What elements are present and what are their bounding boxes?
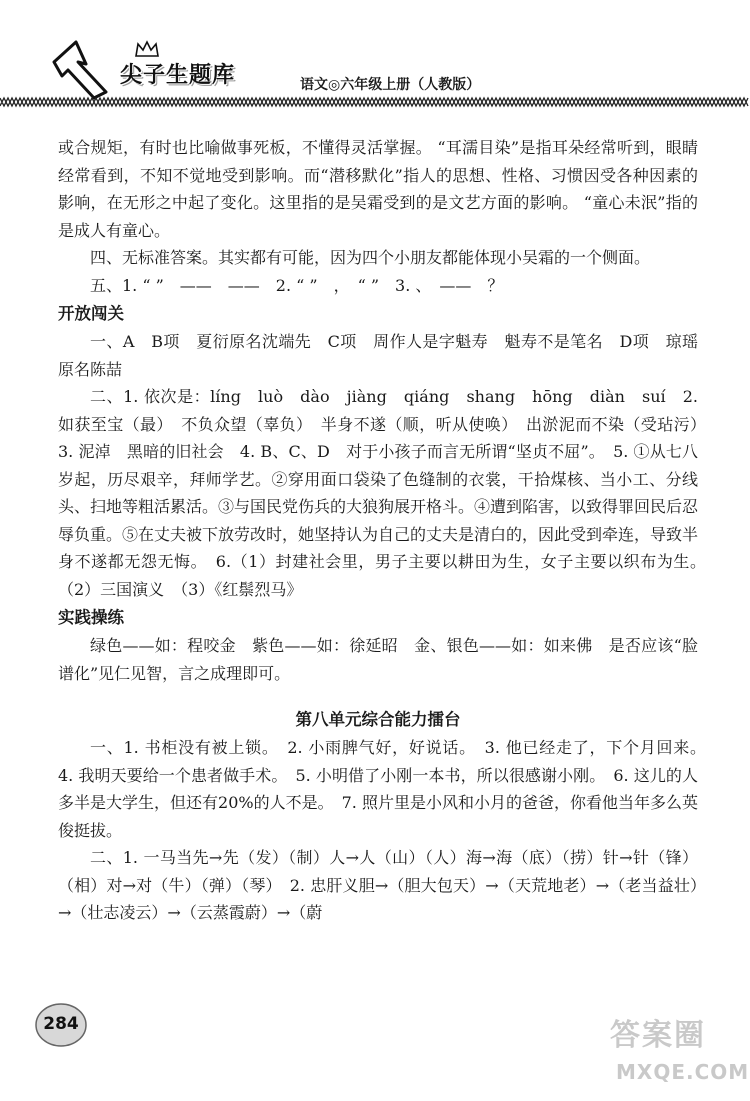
page-header	[0, 0, 750, 110]
page-number-badge	[34, 1000, 88, 1050]
book-subject: 语文◎六年级上册（人教版）	[300, 77, 481, 93]
answer-paragraph: 或合规矩，有时也比喻做事死板，不懂得灵活掌握。 “耳濡目染”是指耳朵经常听到，眼睛经常看到，不知不觉地受到影响。而“潜移默化”指人的思想、性格、习惯因受各种因素的影响，在无形之中起了变化。这里指的是吴霜受到的是文艺方面的影响。 “童心未泯”指的是成人有童心。	[58, 138, 698, 240]
arrow-logo-icon	[50, 40, 112, 100]
answer-paragraph: 绿色——如：程咬金 紫色——如：徐延昭 金、银色——如：如来佛 是否应该“脸谱化”见仁见智，言之成理即可。	[58, 636, 698, 683]
watermark-logo: 答案圈	[610, 1018, 706, 1053]
unit-title: 第八单元综合能力擂台	[295, 710, 461, 729]
answer-paragraph: 四、无标准答案。其实都有可能，因为四个小朋友都能体现小吴霜的一个侧面。	[90, 248, 651, 267]
series-logo: 尖子生题库	[120, 63, 236, 88]
answer-content	[58, 134, 715, 927]
section-title-open: 开放闯关	[58, 304, 124, 323]
answer-paragraph: 一、A B项 夏衍原名沈端先 C项 周作人是字魁寿 魁寿不是笔名 D项 琼瑶原名陈喆	[58, 332, 698, 379]
page-number: 284	[43, 1014, 79, 1034]
watermark-url: MXQE.COM	[616, 1060, 750, 1084]
answer-paragraph: 二、1. 一马当先→先（发）（制）人→人（山）（人）海→海（底）（捞）针→针（锋）（相）对→对（牛）（弹）（琴） 2. 忠肝义胆→（胆大包天）→（天荒地老）→（老当益壮）→（壮志凌云）→（云蒸霞蔚）→（蔚	[58, 848, 698, 922]
watermark	[610, 1010, 750, 1098]
answer-paragraph: 五、1. “ ” —— —— 2. “ ” ， “ ” 3. 、 —— ？	[90, 275, 504, 295]
answer-paragraph: 一、1. 书柜没有被上锁。 2. 小雨脾气好，好说话。 3. 他已经走了，下个月回来。 4. 我明天要给一个患者做手术。 5. 小明借了小刚一本书，所以很感谢小刚。 6. 这儿的人多半是大学生，但还有20%的人不是。 7. 照片里是小风和小月的爸爸，你看他当年多么英俊挺拔。	[58, 738, 715, 840]
answer-paragraph: 二、1. 依次是：líng luò dào jiàng qiáng shang hōng diàn suí 2. 如获至宝（最） 不负众望（辜负） 半身不遂（顺，听从使唤） 出淤泥而不染（受玷污） 3. 泥淖 黑暗的旧社会 4. B、C、D 对于小孩子而言无所谓“坚贞不屈”。 5. ①从七八岁起，历尽艰辛，拜师学艺。②穿用面口袋染了色缝制的衣裳，干拾煤核、当小工、分线头、扫地等粗活累活。③与国民党伤兵的大狼狗展开格斗。④遭到陷害，以致得罪回民后忍辱负重。⑤在丈夫被下放劳改时，她坚持认为自己的丈夫是清白的，因此受到牵连，导致半身不遂都无怨无悔。 6.（1）封建社会里，男子主要以耕田为生，女子主要以织布为生。 （2）三国演义 （3）《红鬃烈马》	[58, 387, 715, 599]
section-title-practice: 实践操练	[58, 608, 124, 627]
zigzag-divider	[0, 96, 750, 108]
crown-icon	[134, 40, 160, 58]
